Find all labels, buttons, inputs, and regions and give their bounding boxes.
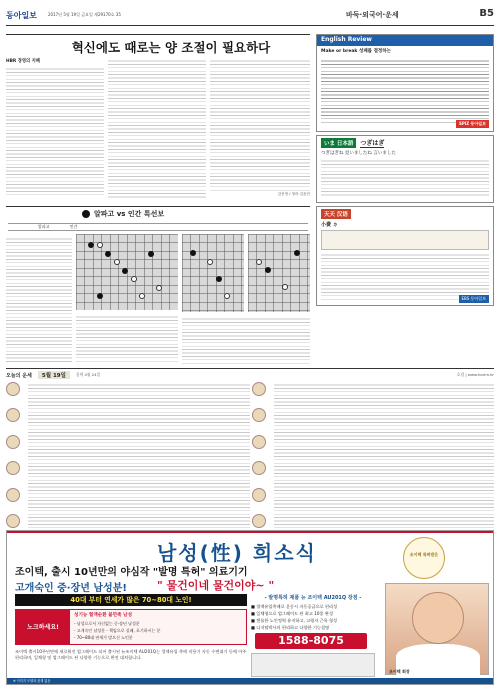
ad-target: 고개숙인 중·장년 남성분! — [15, 583, 127, 594]
product-image — [251, 653, 375, 677]
ad-sub-headline: 조이텍, 출시 10년만의 야심작 "발명 특허" 의료기기 — [15, 567, 248, 578]
chinese-box — [316, 206, 494, 306]
chinese-text — [321, 252, 489, 300]
go-board-variation-2 — [248, 234, 310, 312]
japanese-subtitle: つぎはぎ — [360, 140, 385, 147]
black-stone — [216, 276, 222, 282]
zodiac-dog-icon — [252, 488, 266, 502]
black-stone — [105, 251, 111, 257]
white-stone — [156, 285, 162, 291]
black-stone — [97, 293, 103, 299]
spokesperson-photo — [385, 583, 489, 675]
body-text — [210, 58, 310, 192]
japanese-box — [316, 135, 494, 203]
phone-number[interactable]: 1588-8075 — [255, 633, 367, 649]
black-stone — [294, 250, 300, 256]
spokesperson-label: 조이텍 회장 — [389, 669, 410, 674]
fortune-source: 호림 | www.horim.kr — [456, 372, 494, 377]
divider — [6, 34, 310, 35]
black-stone — [122, 268, 128, 274]
japanese-phrase: つぎはぎね 見いましたね 言いました — [321, 151, 396, 156]
chinese-title: 天天 汉语 — [321, 209, 351, 219]
english-item: Make or break 성패를 결정하는 — [321, 49, 391, 54]
zodiac-tiger-icon — [6, 435, 20, 449]
zodiac-dragon-icon — [6, 488, 20, 502]
baduk-header — [82, 209, 164, 219]
baduk-legend — [8, 223, 308, 231]
benefit-list — [251, 603, 375, 631]
fortune-header — [6, 370, 494, 380]
zodiac-rooster-icon — [252, 461, 266, 475]
issue-date: 2017년 5월 19일 금요일 제29170호 35 — [48, 12, 121, 17]
advertisement — [6, 530, 494, 685]
board-caption — [76, 314, 178, 364]
ad-headline: 남성(性) 희소식 — [157, 541, 317, 565]
column-text-3 — [210, 58, 310, 200]
legend-black: 알파고 — [38, 224, 50, 229]
worry-item: - 고개숙인 남성분 - 책임으로 실패, 포기하시는 분 — [74, 628, 161, 633]
fortune-label: 오늘의 운세 — [6, 372, 32, 379]
white-stone — [97, 242, 103, 248]
japanese-title: いま 日本語 — [321, 138, 356, 148]
newspaper-logo: 동아일보 — [6, 11, 37, 20]
zodiac-horse-icon — [252, 382, 266, 396]
white-stone — [114, 259, 120, 265]
white-stone — [256, 259, 262, 265]
worry-item: - 70~80대 연세가 많으신 노인분 — [74, 635, 133, 640]
ad-body-text: 조이텍 출시10주년만에 새로워진 업그레이드 되어 출시된 뉴조이텍 AU201Q는 혈액유입 촉매 작용기 자동 수면대기 등에 아주 편리하며, 일체형 및 업그레이드 된 다양한 기능으로 완전 대처합니다. — [15, 649, 247, 660]
fortune-date: 5월 19일 — [38, 371, 70, 379]
white-stone — [207, 259, 213, 265]
face-illustration — [412, 592, 464, 644]
zodiac-rabbit-icon — [6, 461, 20, 475]
zodiac-monkey-icon — [252, 435, 266, 449]
black-stone — [148, 251, 154, 257]
page-header — [6, 6, 494, 26]
white-stone — [139, 293, 145, 299]
benefit-item: ■ 디지털박사의 편리하고 다양한 기능설명 — [251, 625, 330, 630]
black-stone — [190, 250, 196, 256]
baduk-commentary — [6, 236, 72, 364]
chinese-subtitle: 小费 ㄉ — [321, 222, 338, 228]
white-stone — [282, 284, 288, 290]
black-stone — [265, 267, 271, 273]
column-text-1 — [6, 58, 104, 200]
ad-fineprint: ※ 이미지 모델과 관계 없음 — [7, 678, 494, 684]
go-board-variation-1 — [182, 234, 244, 312]
zodiac-ox-icon — [6, 408, 20, 422]
english-title: English Review — [321, 36, 372, 43]
variation-caption — [182, 316, 310, 364]
section-title: 바둑·외국어·운세 — [346, 11, 399, 19]
english-review-box — [316, 34, 494, 132]
fortune-left — [6, 382, 250, 528]
page-number: B5 — [479, 8, 494, 19]
english-text — [321, 58, 489, 124]
worry-sub: 성기능 혈액순환 불만족 남성 — [74, 613, 133, 618]
zodiac-sheep-icon — [252, 408, 266, 422]
zodiac-rat-icon — [6, 382, 20, 396]
chinese-logo: EBS 동아일보 — [459, 295, 489, 303]
column-subtitle: HBR 경영의 지혜 — [6, 59, 40, 64]
chinese-dialogue — [321, 230, 489, 250]
benefit-item: ■ 혈액유입촉매로 운동시 자동공급으로 편리성 — [251, 604, 338, 609]
fortune-text — [274, 382, 494, 528]
fortune-text — [28, 382, 250, 528]
worry-item: - 남성으로서 자신없는 중·장년 남성분 — [74, 621, 140, 626]
divider — [6, 368, 494, 369]
fortune-right — [252, 382, 494, 528]
column-title: 혁신에도 때로는 양 조절이 필요하다 — [71, 40, 271, 55]
worry-box — [15, 609, 247, 645]
japanese-text — [321, 158, 489, 198]
benefit-item: ■ 일체형으로 업그레이드 된 최고 10종 완성 — [251, 611, 334, 616]
white-stone — [131, 276, 137, 282]
fortune-lunar-date: 음력 4월 24일 — [75, 372, 101, 377]
english-header — [317, 35, 493, 46]
zodiac-snake-icon — [6, 514, 20, 528]
column-text-2 — [108, 58, 206, 200]
product-badge: 조이텍 특허받은 — [403, 537, 445, 579]
divider — [6, 206, 310, 207]
patent-title: - 발명특허 제품 뉴 조이텍 AU201Q 장점 - — [264, 595, 362, 601]
benefit-item: ■ 젠틀한 노인정력 유지하고, 고령자 근육 형성 — [251, 618, 338, 623]
english-logo: SPIZ 동아일보 — [456, 120, 489, 128]
age-banner: 40대 부터 연세가 많은 70~80대 노인! — [15, 594, 247, 606]
worry-title: 노크하세요! — [16, 610, 70, 644]
go-board-main — [76, 234, 178, 310]
column-author: 김선영 / 정리·김윤진 — [277, 192, 310, 196]
legend-white: 인간 — [69, 224, 78, 229]
body-text — [6, 66, 104, 198]
ad-slogan: " 물건이네 물건이야~ " — [157, 579, 275, 592]
black-stone — [88, 242, 94, 248]
baduk-title: 알파고 vs 인간 특선보 — [94, 210, 165, 218]
zodiac-pig-icon — [252, 514, 266, 528]
black-stone-icon — [82, 210, 90, 218]
white-stone — [224, 293, 230, 299]
